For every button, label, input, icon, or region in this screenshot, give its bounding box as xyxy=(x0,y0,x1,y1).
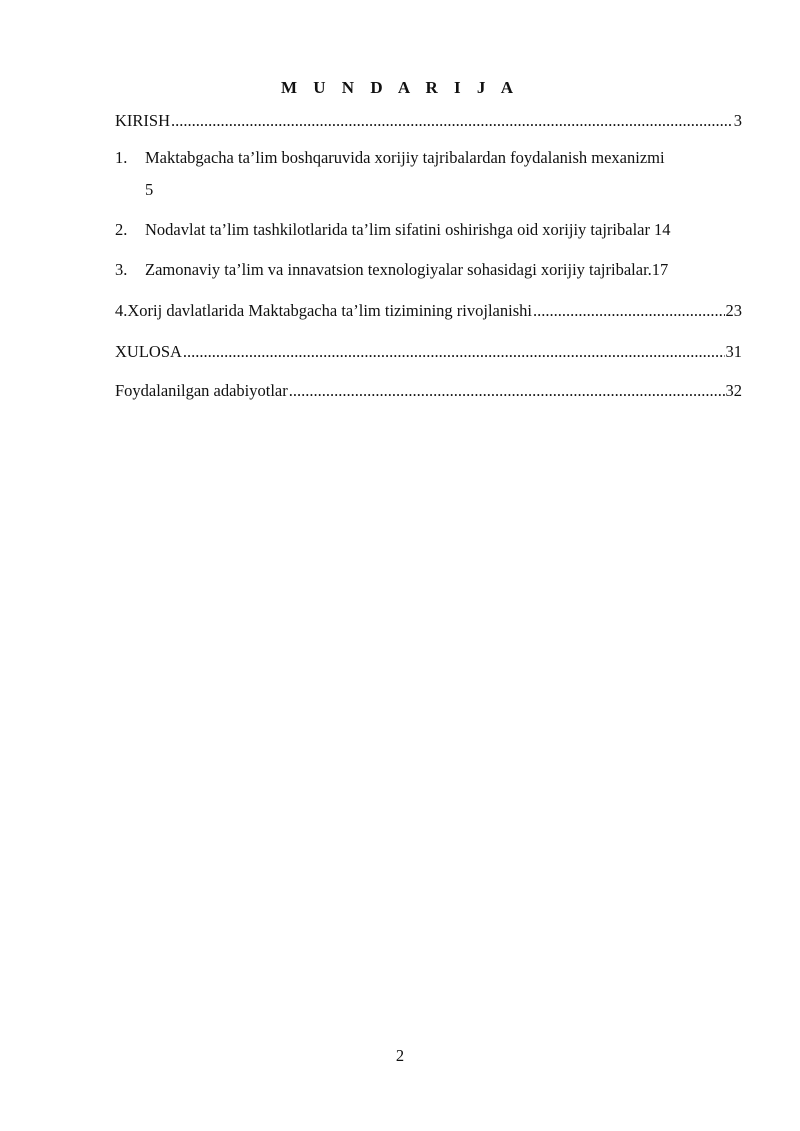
toc-entry-number: 2. xyxy=(115,220,128,239)
toc-entry-label: Xorij davlatlarida Maktabgacha ta’lim tizimining rivojlanishi xyxy=(127,301,532,320)
toc-entry-number: 4. xyxy=(115,301,128,320)
toc-entry-page: 31 xyxy=(725,342,742,361)
toc-entry-page: 14 xyxy=(653,220,671,239)
toc-entry-number: 1. xyxy=(115,148,128,167)
toc-entry-4 xyxy=(115,300,742,322)
toc-entry-3 xyxy=(115,259,742,281)
page-title: M U N D A R I J A xyxy=(280,78,519,97)
toc-entry-page: 17 xyxy=(651,260,669,279)
toc-leader-dots xyxy=(289,380,725,402)
toc-entry-2 xyxy=(115,219,742,241)
toc-leader-dots xyxy=(183,341,725,363)
toc-entry-label: XULOSA xyxy=(115,342,182,361)
page-number: 2 xyxy=(395,1046,405,1065)
toc-entry-conclusion xyxy=(115,341,742,363)
toc-entry-page: 3 xyxy=(733,111,742,130)
toc-entry-page: 5 xyxy=(145,180,154,199)
toc-entry-page: 32 xyxy=(725,381,742,400)
toc-entry-number: 3. xyxy=(115,260,128,279)
toc-entry-intro xyxy=(115,110,742,132)
toc-entry-label: KIRISH xyxy=(115,111,171,130)
toc-entry-label: Nodavlat ta’lim tashkilotlarida ta’lim sifatini oshirishga oid xorijiy tajribalar xyxy=(145,220,650,239)
toc-entry-label: Maktabgacha ta’lim boshqaruvida xorijiy tajribalardan foydalanish mexanizmi xyxy=(145,148,665,167)
toc-entry-1 xyxy=(115,147,742,201)
toc-leader-dots xyxy=(533,300,725,322)
toc-entry-page: 23 xyxy=(725,301,742,320)
toc-leader-dots xyxy=(171,110,733,132)
toc-entry-label: Foydalanilgan adabiyotlar xyxy=(115,381,288,400)
toc-entry-references xyxy=(115,380,742,402)
toc-entry-label: Zamonaviy ta’lim va innavatsion texnologiyalar sohasidagi xorijiy tajribalar. xyxy=(145,260,652,279)
